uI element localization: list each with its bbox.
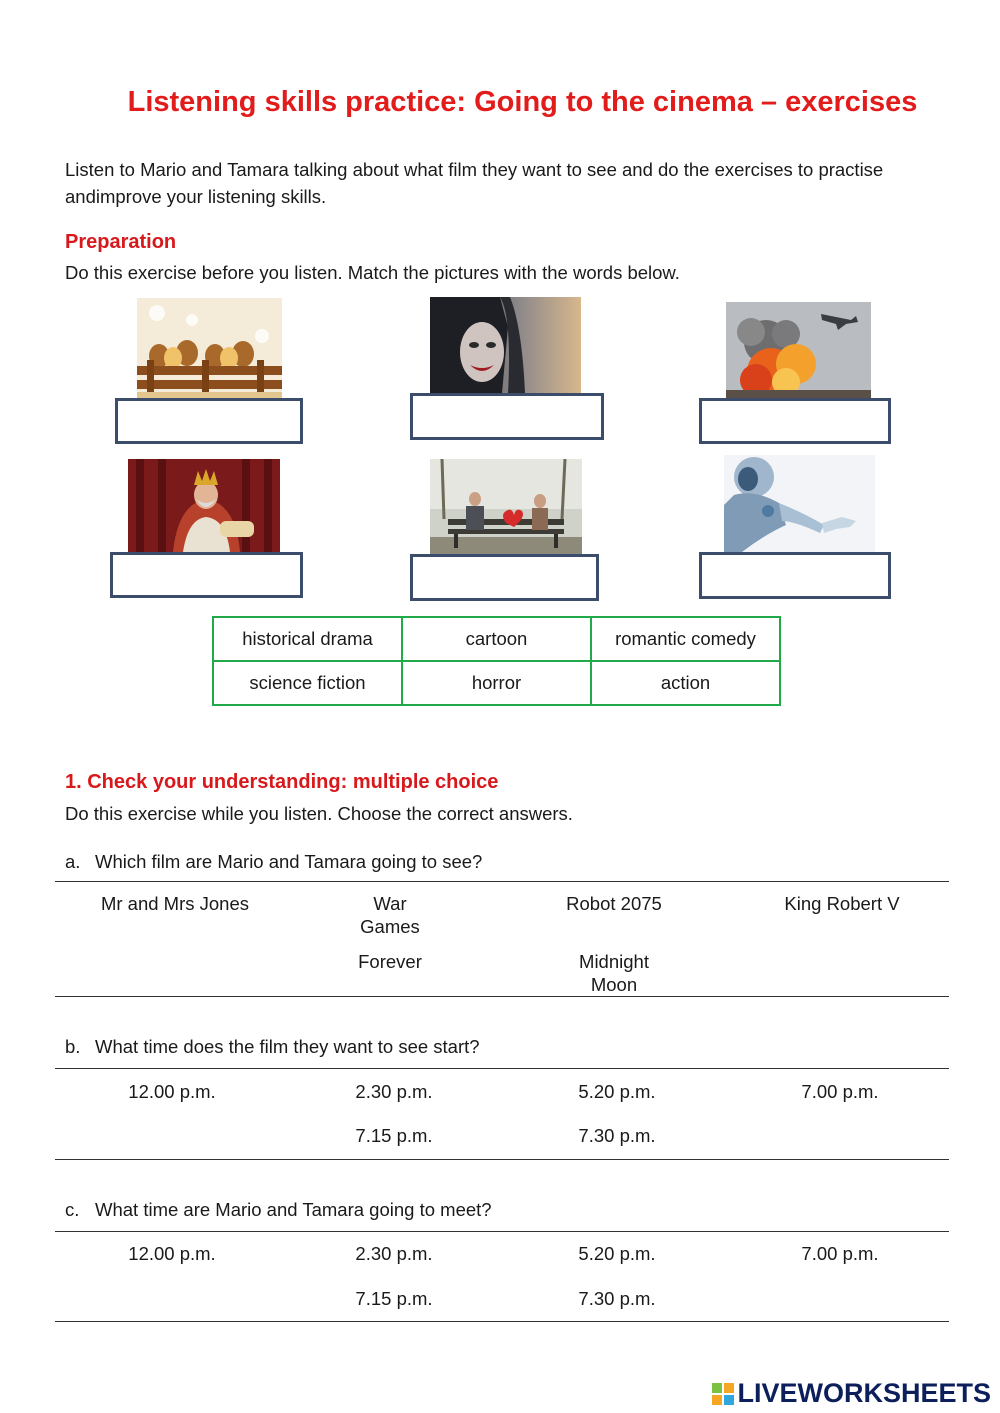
option-a-3[interactable]: Robot 2075	[566, 893, 662, 914]
page-title: Listening skills practice: Going to the cinema – exercises	[127, 86, 918, 118]
divider	[55, 881, 949, 882]
divider	[55, 1159, 949, 1160]
question-c-text: What time are Mario and Tamara going to meet?	[95, 1199, 492, 1220]
divider	[55, 1068, 949, 1069]
option-a-4[interactable]: King Robert V	[784, 893, 900, 914]
word-bank-table	[212, 616, 781, 706]
intro-text: Listen to Mario and Tamara talking about what film they want to see and do the exercises to practise andimprove your listening skills.	[65, 159, 884, 207]
option-b-1[interactable]: 12.00 p.m.	[128, 1081, 216, 1102]
option-b-4[interactable]: 7.00 p.m.	[801, 1081, 879, 1102]
king-picture	[128, 459, 280, 552]
answer-box-1[interactable]	[115, 398, 303, 444]
question-b-text: What time does the film they want to see start?	[95, 1036, 480, 1057]
vampire-picture	[430, 297, 581, 393]
question-a-label: a.	[65, 851, 81, 872]
option-b-5[interactable]: 7.15 p.m.	[355, 1125, 433, 1146]
cartoon-horses-picture	[137, 298, 282, 398]
robot-picture	[724, 455, 875, 552]
answer-box-6[interactable]	[699, 552, 891, 599]
preparation-instruction: Do this exercise before you listen. Match the pictures with the words below.	[65, 262, 680, 283]
option-c-4[interactable]: 7.00 p.m.	[801, 1243, 879, 1264]
option-c-6[interactable]: 7.30 p.m.	[578, 1288, 656, 1309]
option-b-6[interactable]: 7.30 p.m.	[578, 1125, 656, 1146]
question-b-label: b.	[65, 1036, 81, 1057]
explosion-plane-picture	[726, 302, 871, 398]
couple-bench-picture	[430, 459, 582, 554]
question-a-text: Which film are Mario and Tamara going to see?	[95, 851, 483, 872]
word-bank-row	[213, 617, 780, 661]
answer-box-3[interactable]	[699, 398, 891, 444]
option-c-2[interactable]: 2.30 p.m.	[355, 1243, 433, 1264]
word-historical-drama: historical drama	[213, 617, 402, 661]
liveworksheets-logo	[712, 1378, 991, 1409]
divider	[55, 1321, 949, 1322]
option-c-5[interactable]: 7.15 p.m.	[355, 1288, 433, 1309]
word-horror: horror	[402, 661, 591, 705]
option-c-1[interactable]: 12.00 p.m.	[128, 1243, 216, 1264]
answer-box-2[interactable]	[410, 393, 604, 440]
answer-box-4[interactable]	[110, 552, 303, 598]
option-c-3[interactable]: 5.20 p.m.	[578, 1243, 656, 1264]
word-science-fiction: science fiction	[213, 661, 402, 705]
liveworksheets-logo-icon	[712, 1383, 734, 1405]
option-a-5[interactable]: Forever	[358, 951, 422, 972]
preparation-heading: Preparation	[65, 231, 177, 253]
divider	[55, 996, 949, 997]
option-a-2[interactable]: War Games	[360, 893, 420, 937]
logo-text: LIVEWORKSHEETS	[737, 1378, 991, 1408]
word-romantic-comedy: romantic comedy	[591, 617, 780, 661]
answer-box-5[interactable]	[410, 554, 599, 601]
option-a-6[interactable]: Midnight Moon	[579, 951, 649, 995]
word-cartoon: cartoon	[402, 617, 591, 661]
word-bank-row	[213, 661, 780, 705]
word-action: action	[591, 661, 780, 705]
option-b-2[interactable]: 2.30 p.m.	[355, 1081, 433, 1102]
option-b-3[interactable]: 5.20 p.m.	[578, 1081, 656, 1102]
option-a-1[interactable]: Mr and Mrs Jones	[100, 893, 250, 914]
question-c-label: c.	[65, 1199, 80, 1220]
section1-instruction: Do this exercise while you listen. Choose the correct answers.	[65, 803, 573, 824]
divider	[55, 1231, 949, 1232]
section1-heading: 1. Check your understanding: multiple choice	[65, 771, 499, 793]
